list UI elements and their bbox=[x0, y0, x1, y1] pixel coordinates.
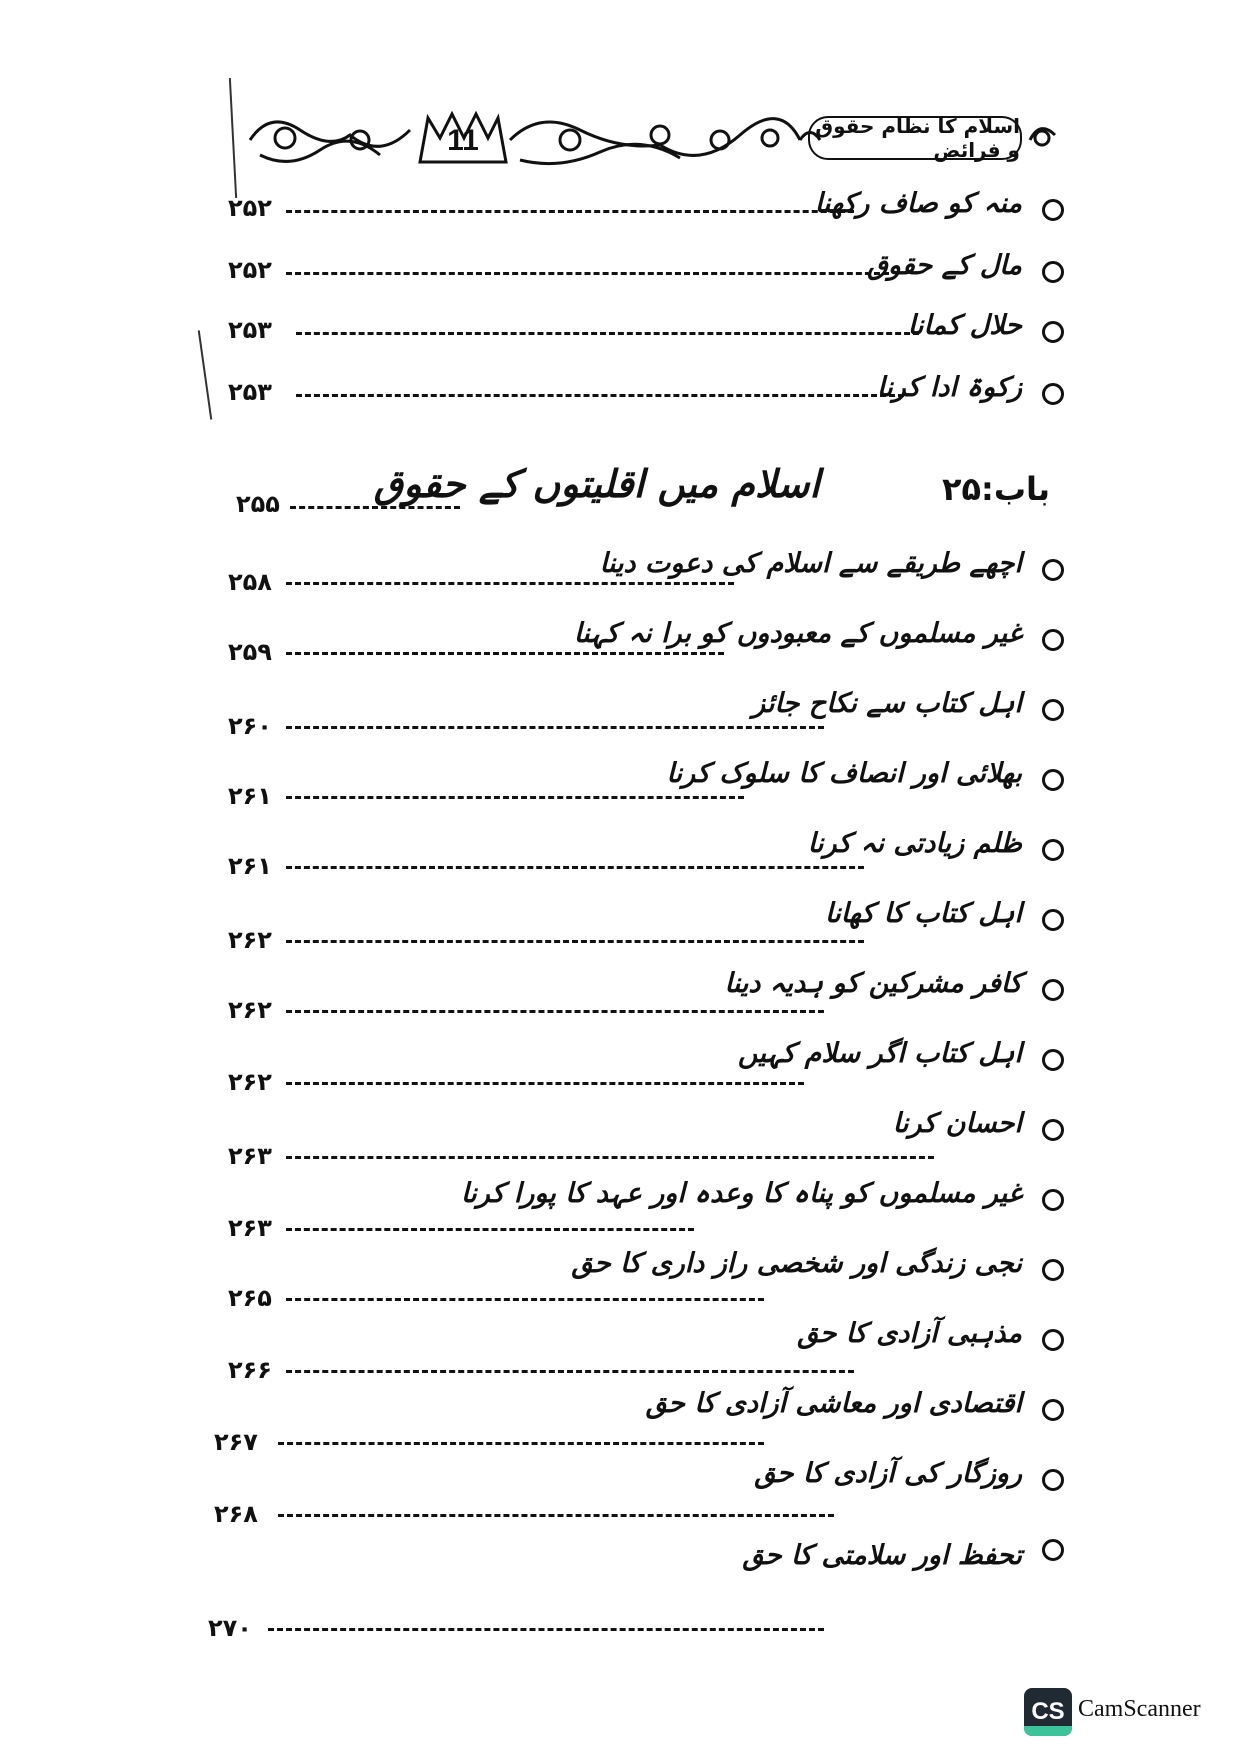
toc-entry bbox=[228, 828, 1064, 896]
toc-entry-title: نجی زندگی اور شخصی راز داری کا حق bbox=[571, 1248, 1022, 1279]
chapter-title: اسلام میں اقلیتوں کے حقوق bbox=[373, 462, 820, 506]
toc-entry-page: ۲۶۳ bbox=[228, 1214, 272, 1242]
circle-bullet-icon bbox=[1042, 769, 1064, 791]
circle-bullet-icon bbox=[1042, 1119, 1064, 1141]
toc-entry-title: بھلائی اور انصاف کا سلوک کرنا bbox=[666, 758, 1022, 789]
dotted-leader bbox=[286, 210, 854, 213]
circle-bullet-icon bbox=[1042, 383, 1064, 405]
book-title: اسلام کا نظام حقوق و فرائض bbox=[808, 116, 1022, 160]
dotted-leader bbox=[286, 726, 824, 729]
dotted-leader bbox=[286, 652, 724, 655]
dotted-leader bbox=[286, 582, 734, 585]
toc-entry bbox=[228, 618, 1064, 686]
toc-entry bbox=[228, 898, 1064, 966]
dotted-leader bbox=[286, 272, 889, 275]
toc-entry-page: ۲۶۰ bbox=[228, 712, 272, 740]
circle-bullet-icon bbox=[1042, 321, 1064, 343]
circle-bullet-icon bbox=[1042, 699, 1064, 721]
toc-entry bbox=[228, 1038, 1064, 1106]
circle-bullet-icon bbox=[1042, 1539, 1064, 1561]
toc-entry-title: اہل کتاب کا کھانا bbox=[825, 898, 1022, 929]
toc-entry-page: ۲۵۹ bbox=[228, 638, 272, 666]
toc-entry bbox=[214, 1458, 1064, 1528]
toc-entry-title: حلال کمانا bbox=[907, 310, 1022, 341]
toc-entry-title: اہل کتاب اگر سلام کہیں bbox=[737, 1038, 1022, 1069]
dotted-leader bbox=[286, 866, 864, 869]
toc-entry-page: ۲۶۷ bbox=[214, 1428, 258, 1456]
circle-bullet-icon bbox=[1042, 909, 1064, 931]
dotted-leader bbox=[278, 1442, 764, 1445]
toc-entry-title: روزگار کی آزادی کا حق bbox=[754, 1458, 1022, 1489]
toc-entry-title: مذہبی آزادی کا حق bbox=[797, 1318, 1022, 1349]
dotted-leader bbox=[290, 506, 460, 509]
toc-entry-page: ۲۶۱ bbox=[228, 782, 272, 810]
toc-entry-title: اچھے طریقے سے اسلام کی دعوت دینا bbox=[599, 548, 1022, 579]
toc-entry bbox=[228, 688, 1064, 756]
toc-entry-title: منہ کو صاف رکھنا bbox=[814, 188, 1022, 219]
toc-entry-page: ۲۶۲ bbox=[228, 926, 272, 954]
dotted-leader bbox=[268, 1628, 824, 1631]
toc-entry-page: ۲۵۳ bbox=[228, 378, 272, 406]
dotted-leader bbox=[286, 1082, 804, 1085]
toc-entry-title: ظلم زیادتی نہ کرنا bbox=[807, 828, 1022, 859]
page-number: 11 bbox=[447, 124, 479, 157]
toc-entry bbox=[228, 1178, 1064, 1246]
dotted-leader bbox=[296, 332, 919, 335]
circle-bullet-icon bbox=[1042, 1399, 1064, 1421]
toc-entry-title: احسان کرنا bbox=[892, 1108, 1022, 1139]
dotted-leader bbox=[286, 1228, 694, 1231]
toc-entry-page: ۲۶۲ bbox=[228, 996, 272, 1024]
toc-entry-page: ۲۷۰ bbox=[208, 1614, 252, 1642]
toc-entry-title: زکوۃ ادا کرنا bbox=[877, 372, 1022, 403]
toc-entry-page: ۲۶۱ bbox=[228, 852, 272, 880]
toc-entry bbox=[228, 548, 1064, 616]
toc-entry-page: ۲۶۵ bbox=[228, 1284, 272, 1312]
dotted-leader bbox=[286, 940, 864, 943]
dotted-leader bbox=[286, 1370, 854, 1373]
dotted-leader bbox=[286, 796, 744, 799]
circle-bullet-icon bbox=[1042, 839, 1064, 861]
toc-entry bbox=[214, 1388, 1064, 1456]
dotted-leader bbox=[278, 1514, 834, 1517]
dotted-leader bbox=[296, 394, 904, 397]
toc-entry bbox=[228, 250, 1064, 314]
camscanner-logo-icon: CS bbox=[1024, 1688, 1072, 1736]
toc-entry-page: ۲۵۸ bbox=[228, 568, 272, 596]
circle-bullet-icon bbox=[1042, 979, 1064, 1001]
toc-entry-page: ۲۵۳ bbox=[228, 316, 272, 344]
toc-entry bbox=[228, 310, 1064, 374]
toc-entry bbox=[228, 1248, 1064, 1316]
toc-entry-page: ۲۵۲ bbox=[228, 194, 272, 222]
toc-entry-page: ۲۶۳ bbox=[228, 1142, 272, 1170]
toc-entry-title: غیر مسلموں کو پناہ کا وعدہ اور عہد کا پورا کرنا bbox=[460, 1178, 1022, 1209]
toc-entry bbox=[208, 1536, 1064, 1642]
toc-entry bbox=[228, 372, 1064, 436]
toc-entry-page: ۲۵۲ bbox=[228, 256, 272, 284]
toc-entry bbox=[228, 1318, 1064, 1386]
circle-bullet-icon bbox=[1042, 1259, 1064, 1281]
scan-artifact-line bbox=[229, 78, 237, 198]
chapter-page: ۲۵۵ bbox=[236, 490, 280, 518]
page-header bbox=[240, 100, 1060, 180]
toc-entry-page: ۲۶۶ bbox=[228, 1356, 272, 1384]
toc-entry bbox=[228, 758, 1064, 826]
toc-entry-title: غیر مسلموں کے معبودوں کو برا نہ کہنا bbox=[573, 618, 1022, 649]
circle-bullet-icon bbox=[1042, 1189, 1064, 1211]
circle-bullet-icon bbox=[1042, 1469, 1064, 1491]
circle-bullet-icon bbox=[1042, 1329, 1064, 1351]
circle-bullet-icon bbox=[1042, 261, 1064, 283]
toc-entry-title: اقتصادی اور معاشی آزادی کا حق bbox=[645, 1388, 1022, 1419]
toc-entry bbox=[228, 188, 1064, 252]
toc-entry-page: ۲۶۲ bbox=[228, 1068, 272, 1096]
scan-artifact-line bbox=[198, 330, 213, 419]
dotted-leader bbox=[286, 1156, 934, 1159]
circle-bullet-icon bbox=[1042, 1049, 1064, 1071]
toc-entry-page: ۲۶۸ bbox=[214, 1500, 258, 1528]
toc-entry bbox=[228, 968, 1064, 1036]
toc-entry-title: مال کے حقوق bbox=[866, 250, 1022, 281]
circle-bullet-icon bbox=[1042, 629, 1064, 651]
chapter-label: باب:۲۵ bbox=[941, 470, 1050, 508]
toc-entry-title: اہل کتاب سے نکاح جائز bbox=[752, 688, 1022, 719]
toc-entry-title: کافر مشرکین کو ہدیہ دینا bbox=[724, 968, 1022, 999]
dotted-leader bbox=[286, 1298, 764, 1301]
toc-entry-title: تحفظ اور سلامتی کا حق bbox=[742, 1540, 1022, 1571]
camscanner-watermark: CamScanner bbox=[1078, 1696, 1201, 1722]
dotted-leader bbox=[286, 1010, 824, 1013]
toc-entry bbox=[228, 1108, 1064, 1176]
circle-bullet-icon bbox=[1042, 199, 1064, 221]
circle-bullet-icon bbox=[1042, 559, 1064, 581]
